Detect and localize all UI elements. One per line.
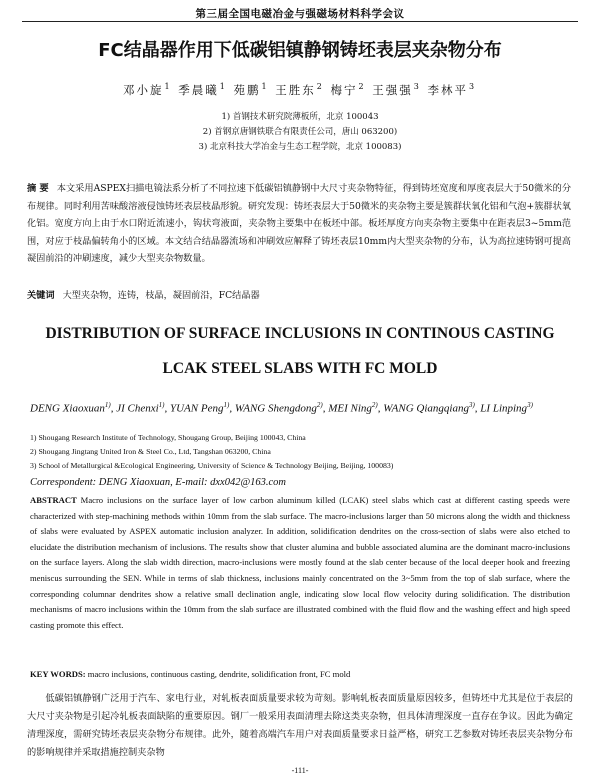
english-title-line-2: LCAK STEEL SLABS WITH FC MOLD <box>162 360 438 377</box>
running-head: 第三届全国电磁冶金与强磁场材料科学会议 <box>195 8 405 20</box>
chinese-abstract <box>27 180 571 268</box>
chinese-title: FC结晶器作用下低碳铝镇静钢铸坯表层夹杂物分布 <box>98 40 502 61</box>
author: WANG Qiangqiang <box>383 402 469 415</box>
english-affiliation: 2) Shougang Jingtang United Iron & Steel Co., Ltd, Tangshan 063200, China <box>30 447 271 456</box>
author: MEI Ning <box>328 402 372 415</box>
abstract-label: 摘 要 <box>27 183 49 194</box>
keywords-text: 大型夹杂物，连铸，枝晶，凝固前沿，FC结晶器 <box>62 290 260 301</box>
english-affiliation: 1) Shougang Research Institute of Technology, Shougang Group, Beijing 100043, China <box>30 433 306 442</box>
chinese-authors: 邓小旋$^1$ 季晨曦$^1$ 苑鹏$^1$ 王胜东$^2$ 梅宁$^2$ 王强强$^3$ 李林平$^3$ <box>122 82 475 97</box>
author: 李林平 <box>427 83 468 97</box>
page-number: -111- <box>291 766 309 775</box>
keywords-text: macro inclusions, continuous casting, dendrite, solidification front, FC mold <box>87 669 351 679</box>
body-paragraph: 低碳铝镇静钢广泛用于汽车、家电行业，对轧板表面质量要求较为苛刻。影响轧板表面质量原因较多，但铸坯中尤其是位于表层的大尺寸夹杂物是引起冷轧板表面缺陷的重要原因。钢厂一般采用表面清理去除这类夹杂物，但具体清理深度一直存在争议。因此为确定清理深度，需研究铸坯表层夹杂物分布规律。此外，随着高端汽车用户对表面质量要求日益严格，研究工艺参数对铸坯表层夹杂物分布的影响规律并采取措施控制夹杂物 <box>27 693 573 758</box>
chinese-affiliation: 2) 首钢京唐钢铁联合有限责任公司，唐山 063200) <box>202 127 398 137</box>
correspondent-line: Correspondent: DENG Xiaoxuan, E-mail: dxx042@163.com <box>30 477 286 488</box>
author: 王胜东 <box>275 83 316 97</box>
keywords-label: 关键词 <box>27 290 55 301</box>
author: YUAN Peng <box>170 402 224 415</box>
author: 苑鹏 <box>233 83 261 97</box>
english-abstract <box>30 493 570 633</box>
english-affiliation: 3) School of Metallurgical &Ecological Engineering, University of Science & Technology Beijing, Beijing, 100083) <box>30 461 394 470</box>
author: 邓小旋 <box>122 83 164 97</box>
keywords-label: KEY WORDS: <box>30 669 86 679</box>
english-authors: DENG Xiaoxuan$^{1)}$, JI Chenxi$^{1)}$, YUAN Peng$^{1)}$, WANG Shengdong$^{2)}$, MEI Ning$^{2)}$, WANG Qiangqiang$^{3)}$, LI Linping$^{3)}$ <box>30 401 533 415</box>
header-rule <box>22 21 578 22</box>
author: 梅宁 <box>330 83 358 97</box>
author: 季晨曦 <box>178 83 219 97</box>
chinese-affiliation: 1) 首钢技术研究院薄板所，北京 100043 <box>221 112 379 122</box>
author: WANG Shengdong <box>234 402 317 415</box>
author: 王强强 <box>372 83 413 97</box>
abstract-text: 本文采用ASPEX扫描电镜法系分析了不同拉速下低碳铝镇静钢中大尺寸夹杂物特征，得到铸坯宽度和厚度表层大于50微米的分布规律。同时利用苦味酸溶液侵蚀铸坯表层枝晶形貌。研究发现：铸坯表层大于50微米的夹杂物主要是簇群状氧化铝和气泡+簇群状氧化铝。宽度方向上由于水口附近流速小，钩状弯液面，夹杂物主要集中在板坯中部。板坯厚度方向夹杂物主要集中在距表层3~5mm范围，对应于枝晶偏转角小的区域。本文结合结晶器流场和冲刷效应解释了铸坯表层10mm内大型夹杂物的分布，认为高拉速铸钢可提高凝固前沿的冲刷速度，减少大型夹杂物数量。 <box>27 183 572 264</box>
author: JI Chenxi <box>116 402 159 415</box>
english-title-line-1: DISTRIBUTION OF SURFACE INCLUSIONS IN CONTINOUS CASTING <box>45 325 555 342</box>
author: LI Linping <box>480 402 528 415</box>
english-keywords <box>30 669 570 679</box>
abstract-label: ABSTRACT <box>30 495 77 505</box>
author: DENG Xiaoxuan <box>30 402 105 415</box>
chinese-affiliation: 3) 北京科技大学冶金与生态工程学院，北京 100083) <box>198 142 402 152</box>
chinese-keywords <box>27 287 571 301</box>
abstract-text: Macro inclusions on the surface layer of low carbon aluminum killed (LCAK) steel slabs which cast at different casting speeds were characterized with step-machining methods within 10mm from the slab surface. The macro-inclusions larger than 50 microns along the width and thickness of slabs were evaluated by ASPEX automatic inclusion analyzer. In addition, solidification dendrites on the cross-section of slabs were also etched to elucidate the distribution mechanism of inclusions. The results show that cluster alumina and bubble associated alumina are the dominant macro-inclusions on the surface layers. Along the slab width direction, macro-inclusions were mostly found at the slab center because of the local deeper hook and freezing meniscus surrounding the SEN. While in terms of slab thickness, inclusions mainly concentrated on the 3~5mm from the top of slab surface, where the corresponding columnar dendrites show a relative small declination angle, indicating slow local flow velocity during solidification. The distribution mechanisms of macro inclusions within the 10mm from the slab surface are illustrated combined with the fluid flow and the washing effect and high speed casting promote this effect. <box>30 495 570 630</box>
